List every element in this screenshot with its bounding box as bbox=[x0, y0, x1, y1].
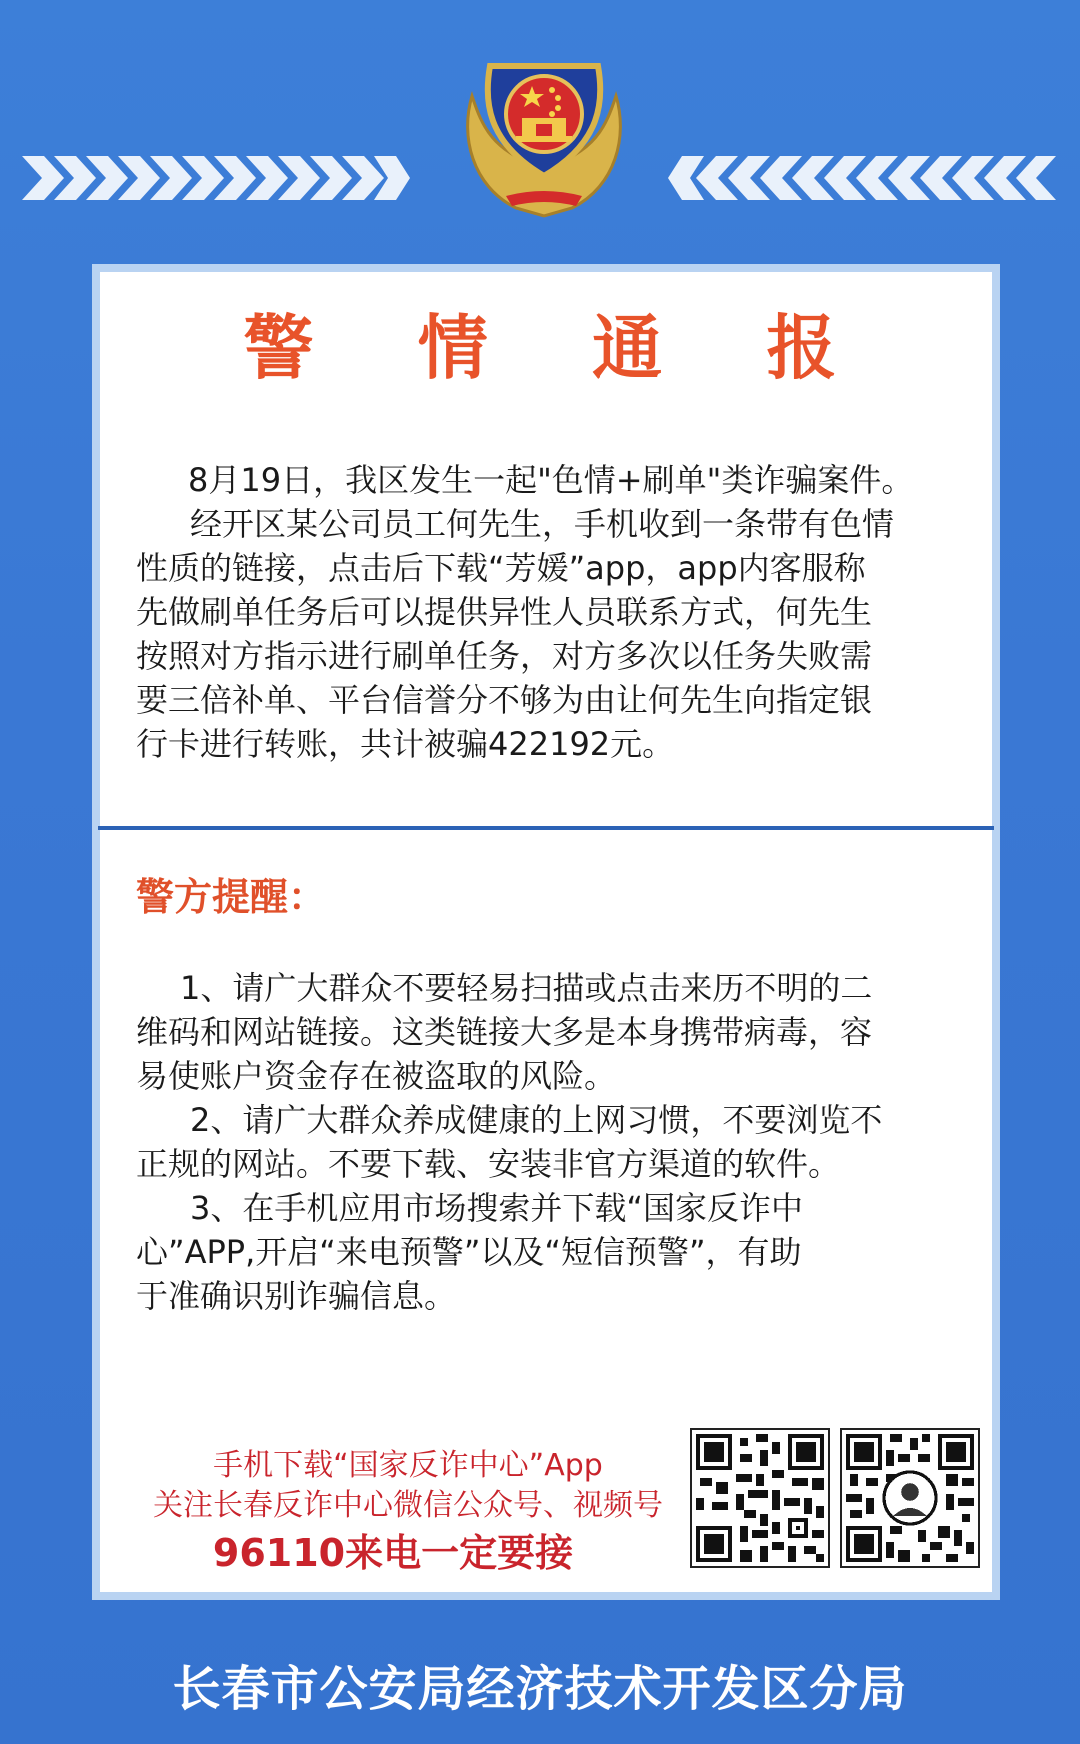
notice-paragraph-line: 8月19日，我区发生一起"色情+刷单"类诈骗案件。 bbox=[188, 461, 914, 499]
reminder-line: 2、请广大群众养成健康的上网习惯，不要浏览不 bbox=[190, 1101, 883, 1139]
footer-follow-text: 关注长春反诈中心微信公众号、视频号 bbox=[153, 1488, 663, 1523]
notice-paragraph-line: 先做刷单任务后可以提供异性人员联系方式，何先生 bbox=[136, 593, 873, 631]
footer-hotline-text: 96110来电一定要接 bbox=[212, 1531, 574, 1575]
notice-body bbox=[136, 458, 966, 766]
reminder-line: 于准确识别诈骗信息。 bbox=[136, 1277, 457, 1315]
notice-paragraph-line: 按照对方指示进行刷单任务，对方多次以任务失败需 bbox=[136, 637, 873, 675]
reminder-line: 1、请广大群众不要轻易扫描或点击来历不明的二 bbox=[180, 969, 873, 1007]
reminder-line: 易使账户资金存在被盗取的风险。 bbox=[136, 1057, 617, 1095]
left-chevron-decoration bbox=[22, 150, 412, 206]
police-emblem-icon bbox=[456, 56, 632, 218]
footer-download-text: 手机下载“国家反诈中心”App bbox=[213, 1448, 603, 1483]
reminder-body bbox=[136, 966, 966, 1318]
notice-paragraph-line: 要三倍补单、平台信誉分不够为由让何先生向指定银 bbox=[136, 681, 873, 719]
notice-title: 警 情 通 报 bbox=[243, 307, 877, 389]
notice-paragraph-line: 行卡进行转账，共计被骗422192元。 bbox=[136, 725, 675, 763]
reminder-line: 3、在手机应用市场搜索并下载“国家反诈中 bbox=[190, 1189, 803, 1227]
reminder-line: 心”APP,开启“来电预警”以及“短信预警”，有助 bbox=[136, 1233, 802, 1271]
section-divider bbox=[98, 826, 994, 830]
qr-code-icon bbox=[690, 1428, 830, 1568]
reminder-line: 维码和网站链接。这类链接大多是本身携带病毒，容 bbox=[136, 1013, 873, 1051]
bottom-organization-title: 长春市公安局经济技术开发区分局 bbox=[172, 1661, 908, 1717]
reminder-title: 警方提醒： bbox=[136, 875, 327, 919]
reminder-line: 正规的网站。不要下载、安装非官方渠道的软件。 bbox=[136, 1145, 841, 1183]
notice-paragraph-line: 经开区某公司员工何先生，手机收到一条带有色情 bbox=[190, 505, 895, 543]
qr-code-icon bbox=[840, 1428, 980, 1568]
right-chevron-decoration bbox=[668, 150, 1058, 206]
notice-paragraph-line: 性质的链接，点击后下载“芳媛”app，app内客服称 bbox=[136, 549, 866, 587]
